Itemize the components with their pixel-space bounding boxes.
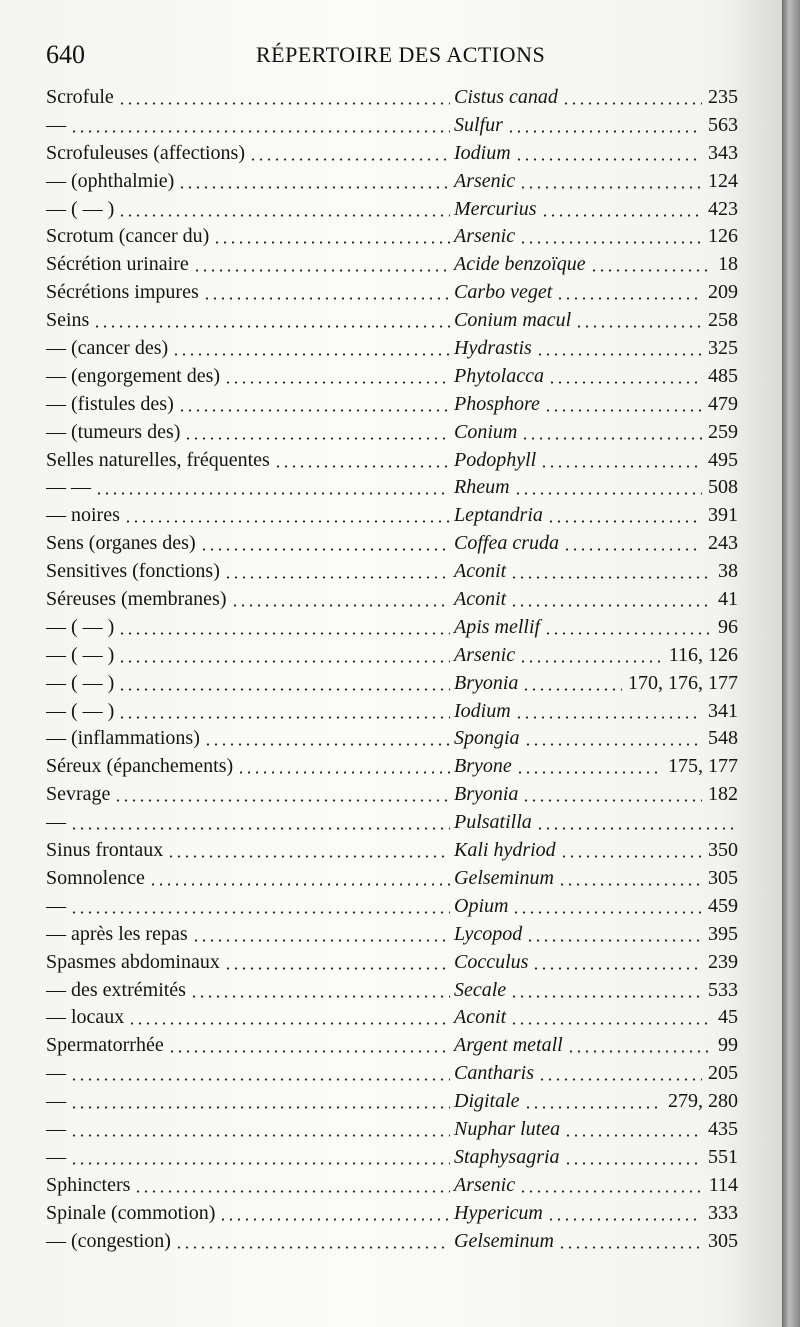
entry-remedy: Hypericum — [454, 1201, 543, 1224]
entry-page-ref: 96 — [718, 615, 738, 638]
index-entry — [46, 251, 738, 279]
index-entry — [46, 1172, 738, 1200]
entry-page-ref: 563 — [708, 113, 738, 136]
dot-leader — [547, 520, 702, 523]
entry-page-ref: 551 — [708, 1145, 738, 1168]
dot-leader — [510, 604, 712, 607]
dot-leader — [118, 102, 450, 105]
dot-leader — [575, 325, 702, 328]
entry-page-ref: 235 — [708, 86, 738, 108]
dot-leader — [124, 520, 450, 523]
dot-leader — [224, 967, 450, 970]
index-entry — [46, 1200, 738, 1228]
entry-page-ref: 350 — [708, 839, 738, 862]
entry-remedy: Secale — [454, 978, 507, 1001]
entry-term: — — [46, 811, 66, 834]
entry-remedy: Opium — [454, 894, 509, 917]
dot-leader — [526, 939, 702, 942]
entry-remedy: Cistus canad — [454, 86, 558, 108]
entry-remedy: Nuphar lutea — [454, 1117, 561, 1140]
entry-remedy: Kali hydriod — [454, 839, 556, 862]
entry-remedy: Leptandria — [454, 504, 543, 527]
entry-remedy: Sulfur — [454, 113, 503, 136]
index-entry — [46, 642, 738, 670]
index-entry — [46, 1032, 738, 1060]
index-entry — [46, 223, 738, 251]
entry-term: Sevrage — [46, 783, 111, 806]
entry-remedy: Cocculus — [454, 950, 529, 973]
dot-leader — [519, 241, 702, 244]
entry-term: Séreux (épanchements) — [46, 755, 234, 778]
entry-remedy: Aconit — [454, 588, 507, 611]
entry-term: — ( — ) — [46, 615, 115, 638]
index-entry — [46, 447, 738, 475]
dot-leader — [172, 353, 450, 356]
entry-page-ref: 325 — [708, 337, 738, 360]
entry-term: — (ophthalmie) — [46, 169, 175, 192]
dot-leader — [118, 716, 450, 719]
entry-page-ref: 116, 126 — [668, 643, 738, 666]
index-entry — [46, 949, 738, 977]
dot-leader — [564, 1134, 702, 1137]
entry-page-ref: 259 — [708, 420, 738, 443]
entry-term: — — [46, 894, 66, 917]
entry-term: Sécrétion urinaire — [46, 253, 189, 276]
index-entry — [46, 698, 738, 726]
entry-page-ref: 435 — [708, 1117, 738, 1140]
entry-term: Selles naturelles, fréquentes — [46, 448, 270, 471]
dot-leader — [184, 437, 450, 440]
entry-page-ref: 205 — [708, 1062, 738, 1085]
entry-page-ref: 343 — [708, 141, 738, 164]
entry-term: — (congestion) — [46, 1229, 171, 1252]
dot-leader — [190, 995, 450, 998]
entry-page-ref: 41 — [718, 588, 738, 611]
entry-term: — ( — ) — [46, 699, 115, 722]
dot-leader — [178, 186, 450, 189]
index-entry — [46, 335, 738, 363]
dot-leader — [200, 548, 450, 551]
entry-page-ref: 114 — [708, 1173, 738, 1196]
entry-term: — des extrémités — [46, 978, 186, 1001]
entry-remedy: Gelseminum — [454, 1229, 554, 1252]
running-title: RÉPERTOIRE DES ACTIONS — [256, 42, 546, 67]
dot-leader — [70, 1106, 450, 1109]
dot-leader — [544, 409, 702, 412]
entry-remedy: Arsenic — [454, 169, 516, 192]
index-entry — [46, 1004, 738, 1032]
dot-leader — [514, 492, 702, 495]
entry-page-ref: 170, 176, 177 — [628, 671, 738, 694]
dot-leader — [231, 604, 450, 607]
entry-term: — ( — ) — [46, 643, 115, 666]
dot-leader — [540, 465, 702, 468]
entry-remedy: Conium macul — [454, 309, 572, 332]
index-entry — [46, 140, 738, 168]
index-entry — [46, 977, 738, 1005]
entry-page-ref: 99 — [718, 1034, 738, 1057]
entry-remedy: Iodium — [454, 141, 511, 164]
index-entry — [46, 586, 738, 614]
entry-term: Spermatorrhée — [46, 1034, 164, 1057]
entry-page-ref: 548 — [708, 727, 738, 750]
entry-page-ref: 305 — [708, 866, 738, 889]
dot-leader — [544, 632, 712, 635]
dot-leader — [538, 1078, 702, 1081]
entry-page-ref: 423 — [708, 197, 738, 220]
dot-leader — [70, 1078, 450, 1081]
dot-leader — [515, 716, 702, 719]
entry-term: Spinale (commotion) — [46, 1201, 216, 1224]
entry-page-ref: 209 — [708, 281, 738, 304]
dot-leader — [249, 158, 450, 161]
dot-leader — [560, 855, 702, 858]
dot-leader — [556, 297, 702, 300]
index-entry — [46, 84, 738, 112]
index-entry — [46, 112, 738, 140]
index-entry — [46, 1116, 738, 1144]
entry-term: — (cancer des) — [46, 337, 169, 360]
index-entry — [46, 307, 738, 335]
dot-leader — [519, 660, 663, 663]
entry-remedy: Bryone — [454, 755, 512, 778]
entry-term: — — [46, 1062, 66, 1085]
dot-leader — [524, 743, 702, 746]
entry-term: — (tumeurs des) — [46, 420, 181, 443]
entry-remedy: Digitale — [454, 1090, 520, 1113]
dot-leader — [510, 995, 702, 998]
entry-page-ref: 459 — [708, 894, 738, 917]
entry-term: — après les repas — [46, 922, 188, 945]
entry-term: — (engorgement des) — [46, 364, 221, 387]
dot-leader — [563, 548, 702, 551]
index-entry — [46, 1060, 738, 1088]
entry-remedy: Aconit — [454, 1006, 507, 1029]
index-entry — [46, 1088, 738, 1116]
entry-term: — — — [46, 476, 91, 499]
entry-page-ref: 124 — [708, 169, 738, 192]
dot-leader — [178, 409, 450, 412]
entry-remedy: Apis mellif — [454, 615, 541, 638]
entry-term: — — [46, 1090, 66, 1113]
dot-leader — [70, 911, 450, 914]
entry-page-ref: 508 — [708, 476, 738, 499]
dot-leader — [219, 1218, 450, 1221]
dot-leader — [118, 688, 450, 691]
index-entry — [46, 809, 738, 837]
entry-term: — locaux — [46, 1006, 125, 1029]
entry-remedy: Acide benzoïque — [454, 253, 586, 276]
dot-leader — [70, 1162, 450, 1165]
entry-page-ref: 333 — [708, 1201, 738, 1224]
entry-page-ref: 182 — [708, 783, 738, 806]
entry-term: Sens (organes des) — [46, 532, 196, 555]
index-entry — [46, 419, 738, 447]
entry-remedy: Podophyll — [454, 448, 537, 471]
dot-leader — [114, 799, 450, 802]
dot-leader — [516, 771, 662, 774]
entry-term: Seins — [46, 309, 90, 332]
entry-term: — — [46, 1145, 66, 1168]
entry-term: Sinus frontaux — [46, 839, 164, 862]
index-entries — [46, 84, 738, 1255]
entry-term: Scrofuleuses (affections) — [46, 141, 246, 164]
entry-remedy: Arsenic — [454, 225, 516, 248]
dot-leader — [532, 967, 702, 970]
entry-term: Somnolence — [46, 866, 145, 889]
dot-leader — [512, 911, 702, 914]
dot-leader — [567, 1050, 712, 1053]
entry-term: Sphincters — [46, 1173, 131, 1196]
dot-leader — [224, 381, 450, 384]
dot-leader — [522, 688, 622, 691]
dot-leader — [167, 855, 450, 858]
entry-page-ref: 479 — [708, 392, 738, 415]
entry-term: — noires — [46, 504, 120, 527]
index-entry — [46, 196, 738, 224]
index-entry — [46, 614, 738, 642]
index-entry — [46, 725, 738, 753]
entry-page-ref: 485 — [708, 364, 738, 387]
dot-leader — [541, 214, 702, 217]
entry-page-ref: 45 — [718, 1006, 738, 1029]
entry-remedy: Conium — [454, 420, 518, 443]
entry-remedy: Pulsatilla — [454, 811, 532, 834]
dot-leader — [515, 158, 702, 161]
index-entry — [46, 781, 738, 809]
index-entry — [46, 168, 738, 196]
entry-remedy: Mercurius — [454, 197, 537, 220]
dot-leader — [95, 492, 450, 495]
entry-remedy: Phytolacca — [454, 364, 544, 387]
page-number: 640 — [46, 40, 85, 69]
dot-leader — [519, 1190, 703, 1193]
dot-leader — [168, 1050, 450, 1053]
dot-leader — [149, 883, 450, 886]
entry-term: — (inflammations) — [46, 727, 200, 750]
entry-page-ref: 175, 177 — [668, 755, 738, 778]
index-entry — [46, 670, 738, 698]
dot-leader — [224, 576, 450, 579]
entry-remedy: Iodium — [454, 699, 511, 722]
dot-leader — [134, 1190, 450, 1193]
entry-term: Spasmes abdominaux — [46, 950, 220, 973]
dot-leader — [192, 939, 450, 942]
entry-remedy: Carbo veget — [454, 281, 553, 304]
index-entry — [46, 1228, 738, 1256]
dot-leader — [203, 297, 450, 300]
entry-remedy: Cantharis — [454, 1062, 535, 1085]
dot-leader — [536, 353, 702, 356]
entry-term: — ( — ) — [46, 197, 115, 220]
entry-term: Sécrétions impures — [46, 281, 199, 304]
entry-remedy: Lycopod — [454, 922, 523, 945]
entry-page-ref: 495 — [708, 448, 738, 471]
entry-page-ref: 395 — [708, 922, 738, 945]
entry-remedy: Arsenic — [454, 643, 516, 666]
entry-remedy: Hydrastis — [454, 337, 532, 360]
index-entry — [46, 363, 738, 391]
dot-leader — [70, 1134, 450, 1137]
dot-leader — [519, 186, 702, 189]
dot-leader — [93, 325, 450, 328]
dot-leader — [536, 827, 738, 830]
entry-term: Scrotum (cancer du) — [46, 225, 210, 248]
entry-page-ref: 305 — [708, 1229, 738, 1252]
dot-leader — [590, 269, 712, 272]
index-entry — [46, 279, 738, 307]
dot-leader — [128, 1022, 450, 1025]
entry-remedy: Phosphore — [454, 392, 540, 415]
entry-term: — ( — ) — [46, 671, 115, 694]
page-header — [46, 40, 738, 76]
index-entry — [46, 921, 738, 949]
entry-remedy: Aconit — [454, 560, 507, 583]
dot-leader — [524, 1106, 662, 1109]
dot-leader — [70, 130, 450, 133]
dot-leader — [118, 660, 450, 663]
entry-remedy: Staphysagria — [454, 1145, 560, 1168]
dot-leader — [510, 576, 712, 579]
entry-term: — — [46, 113, 66, 136]
dot-leader — [274, 465, 450, 468]
entry-page-ref: 258 — [708, 309, 738, 332]
entry-remedy: Arsenic — [454, 1173, 516, 1196]
dot-leader — [70, 827, 450, 830]
entry-remedy: Bryonia — [454, 783, 519, 806]
dot-leader — [547, 1218, 702, 1221]
dot-leader — [118, 214, 450, 217]
dot-leader — [522, 799, 702, 802]
entry-page-ref: 38 — [718, 560, 738, 583]
entry-term: Sensitives (fonctions) — [46, 560, 220, 583]
dot-leader — [213, 241, 450, 244]
entry-term: — — [46, 1117, 66, 1140]
entry-remedy: Coffea cruda — [454, 532, 559, 555]
entry-page-ref: 239 — [708, 950, 738, 973]
dot-leader — [562, 102, 702, 105]
entry-term: Séreuses (membranes) — [46, 588, 227, 611]
index-entry — [46, 1144, 738, 1172]
entry-remedy: Bryonia — [454, 671, 519, 694]
entry-page-ref: 533 — [708, 978, 738, 1001]
entry-page-ref: 243 — [708, 532, 738, 555]
dot-leader — [507, 130, 702, 133]
entry-term: — (fistules des) — [46, 392, 174, 415]
entry-remedy: Spongia — [454, 727, 520, 750]
entry-page-ref: 391 — [708, 504, 738, 527]
index-entry — [46, 474, 738, 502]
dot-leader — [118, 632, 450, 635]
dot-leader — [558, 883, 702, 886]
entry-remedy: Rheum — [454, 476, 510, 499]
index-entry — [46, 558, 738, 586]
dot-leader — [548, 381, 702, 384]
index-entry — [46, 837, 738, 865]
entry-remedy: Gelseminum — [454, 866, 554, 889]
entry-page-ref: 18 — [718, 253, 738, 276]
index-entry — [46, 530, 738, 558]
dot-leader — [558, 1246, 702, 1249]
entry-page-ref: 341 — [708, 699, 738, 722]
index-entry — [46, 502, 738, 530]
dot-leader — [193, 269, 450, 272]
entry-term: Scrofule — [46, 86, 114, 108]
dot-leader — [237, 771, 450, 774]
index-entry — [46, 893, 738, 921]
dot-leader — [204, 743, 450, 746]
dot-leader — [564, 1162, 702, 1165]
entry-remedy: Argent metall — [454, 1034, 563, 1057]
dot-leader — [510, 1022, 712, 1025]
dot-leader — [521, 437, 702, 440]
entry-page-ref: 126 — [708, 225, 738, 248]
index-entry — [46, 391, 738, 419]
entry-page-ref: 279, 280 — [668, 1090, 738, 1113]
dot-leader — [175, 1246, 450, 1249]
index-entry — [46, 865, 738, 893]
index-entry — [46, 753, 738, 781]
